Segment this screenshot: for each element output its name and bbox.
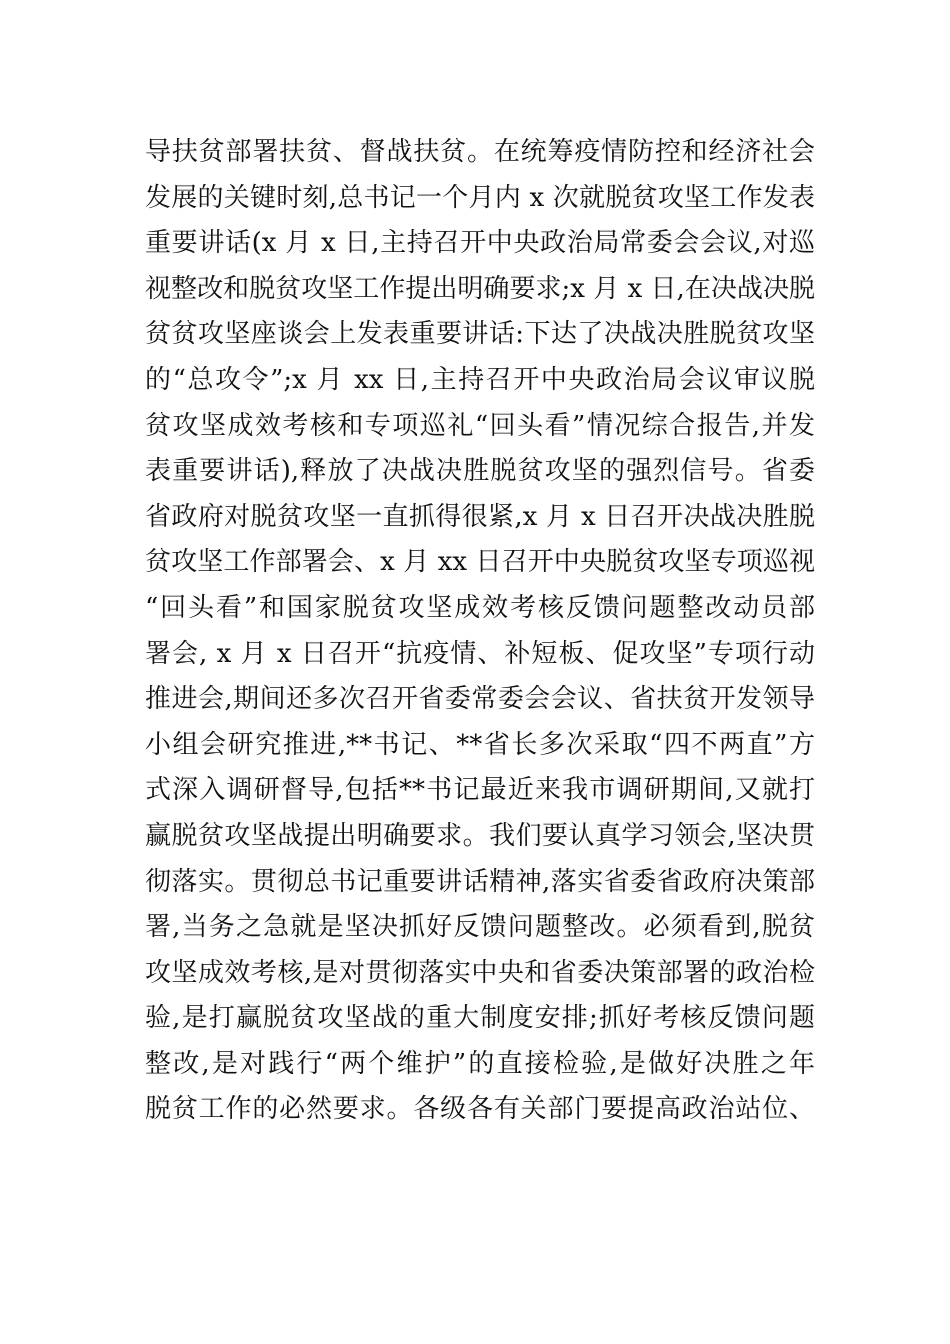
body-paragraph	[145, 130, 815, 1133]
text-line: 省政府对脱贫攻坚一直抓得很紧,x 月 x 日召开决战决胜脱	[145, 501, 815, 532]
text-line: 整改,是对践行“两个维护”的直接检验,是做好决胜之年	[145, 1048, 815, 1079]
text-line: 推进会,期间还多次召开省委常委会会议、省扶贫开发领导	[145, 684, 815, 715]
text-line: 脱贫工作的必然要求。各级各有关部门要提高政治站位、	[145, 1094, 815, 1125]
text-line: 小组会研究推进,**书记、**省长多次采取“四不两直”方	[145, 729, 815, 760]
text-line: 视整改和脱贫攻坚工作提出明确要求;x 月 x 日,在决战决脱	[145, 273, 815, 304]
text-line: 署会, x 月 x 日召开“抗疫情、补短板、促攻坚”专项行动	[145, 638, 815, 669]
text-line: 赢脱贫攻坚战提出明确要求。我们要认真学习领会,坚决贯	[145, 820, 815, 851]
text-line: 署,当务之急就是坚决抓好反馈问题整改。必须看到,脱贫	[145, 912, 815, 943]
text-line: 贫贫攻坚座谈会上发表重要讲话:下达了决战决胜脱贫攻坚	[145, 319, 815, 350]
text-line: 攻坚成效考核,是对贯彻落实中央和省委决策部署的政治检	[145, 957, 815, 988]
text-line: 表重要讲话),释放了决战决胜脱贫攻坚的强烈信号。省委	[145, 456, 815, 487]
text-line: 贫攻坚工作部署会、x 月 xx 日召开中央脱贫攻坚专项巡视	[145, 547, 815, 578]
text-line: 验,是打赢脱贫攻坚战的重大制度安排;抓好考核反馈问题	[145, 1003, 815, 1034]
text-line: 重要讲话(x 月 x 日,主持召开中央政治局常委会会议,对巡	[145, 228, 815, 259]
text-line: 的“总攻令”;x 月 xx 日,主持召开中央政治局会议审议脱	[145, 364, 815, 395]
text-line: 导扶贫部署扶贫、督战扶贫。在统筹疫情防控和经济社会	[145, 137, 815, 167]
text-line: 贫攻坚成效考核和专项巡礼“回头看”情况综合报告,并发	[145, 410, 815, 441]
text-line: 发展的关键时刻,总书记一个月内 x 次就脱贫攻坚工作发表	[145, 182, 815, 213]
text-line: 彻落实。贯彻总书记重要讲话精神,落实省委省政府决策部	[145, 866, 815, 897]
text-line: 式深入调研督导,包括**书记最近来我市调研期间,又就打	[145, 775, 815, 806]
text-line: “回头看”和国家脱贫攻坚成效考核反馈问题整改动员部	[145, 592, 815, 623]
